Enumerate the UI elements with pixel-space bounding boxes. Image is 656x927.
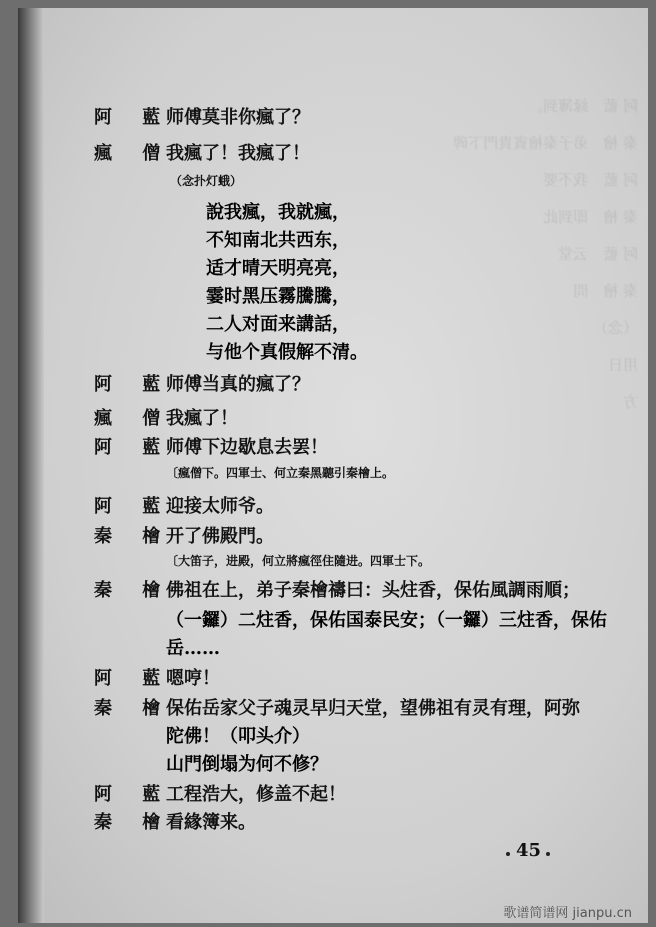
bleed-through-text: 阿 藍 縁簿到。 秦 檜 弟子秦檜賓貴門下碑 阿 藍 我不要 秦 檜 即到此 阿 藍 云堂 秦 檜 問 （念） 用日 方	[453, 97, 638, 411]
speaker-name: 阿 藍	[94, 496, 173, 517]
continued-text: （一鑼）二炷香，保佑国泰民安；（一鑼）三炷香，保佑	[166, 610, 607, 631]
book-binding-shadow	[18, 8, 44, 923]
continued-text: 陀佛！（叩头介）	[166, 726, 310, 747]
site-watermark: 歌谱简谱网 jianpu.cn	[503, 906, 632, 921]
dialogue-text: 看緣簿来。	[166, 812, 256, 833]
speaker-name: 阿 藍	[94, 107, 173, 128]
dialogue-text: 师傅当真的瘋了？	[166, 374, 310, 395]
speaker-name: 秦 檜	[94, 526, 173, 547]
stage-direction: 〔瘋僧下。四軍士、何立秦黑聽引秦檜上。	[166, 466, 395, 480]
speaker-name: 阿 藍	[94, 374, 173, 395]
speaker-name: 瘋 僧	[94, 408, 173, 429]
dialogue-text: 开了佛殿門。	[166, 526, 274, 547]
stage-direction: 〔大笛子，进殿，何立將瘋徑住隨进。四軍士下。	[166, 554, 431, 568]
speaker-name: 阿 藍	[94, 668, 173, 689]
dialogue-text: 佛祖在上，弟子秦檜禱曰：头炷香，保佑風調雨順；	[166, 580, 580, 601]
dialogue-text: 保佑岳家父子魂灵早归天堂，望佛祖有灵有理，阿弥	[166, 698, 580, 719]
speaker-name: 瘋 僧	[94, 143, 173, 164]
speaker-name: 阿 藍	[94, 437, 173, 458]
book-page	[18, 8, 648, 923]
page-number-dot-right	[546, 852, 550, 856]
verse-line: 不知南北共西东，	[206, 230, 350, 251]
stage-direction: （念扑灯蛾）	[170, 174, 243, 188]
speaker-name: 秦 檜	[94, 812, 173, 833]
dialogue-text: 我瘋了！我瘋了！	[166, 143, 310, 164]
continued-text: 山門倒塌为何不修？	[166, 754, 328, 775]
dialogue-text: 师傅莫非你瘋了？	[166, 107, 310, 128]
verse-line: 适才晴天明亮亮，	[206, 258, 350, 279]
verse-line: 說我瘋，我就瘋，	[206, 202, 350, 223]
verse-line: 与他个真假解不清。	[206, 342, 368, 363]
speaker-name: 阿 藍	[94, 784, 173, 805]
verse-line: 二人对面来講話，	[206, 314, 350, 335]
verse-line: 霎时黑压霧騰騰，	[206, 286, 350, 307]
speaker-name: 秦 檜	[94, 580, 173, 601]
page-number-dot-left	[506, 852, 510, 856]
speaker-name: 秦 檜	[94, 698, 173, 719]
dialogue-text: 我瘋了！	[166, 408, 238, 429]
dialogue-text: 工程浩大，修盖不起！	[166, 784, 346, 805]
page-number: 45	[516, 840, 542, 861]
continued-text: 岳……	[166, 638, 220, 659]
dialogue-text: 嗯哼！	[166, 668, 220, 689]
dialogue-text: 师傅下边歇息去罢！	[166, 437, 328, 458]
dialogue-text: 迎接太师爷。	[166, 496, 274, 517]
